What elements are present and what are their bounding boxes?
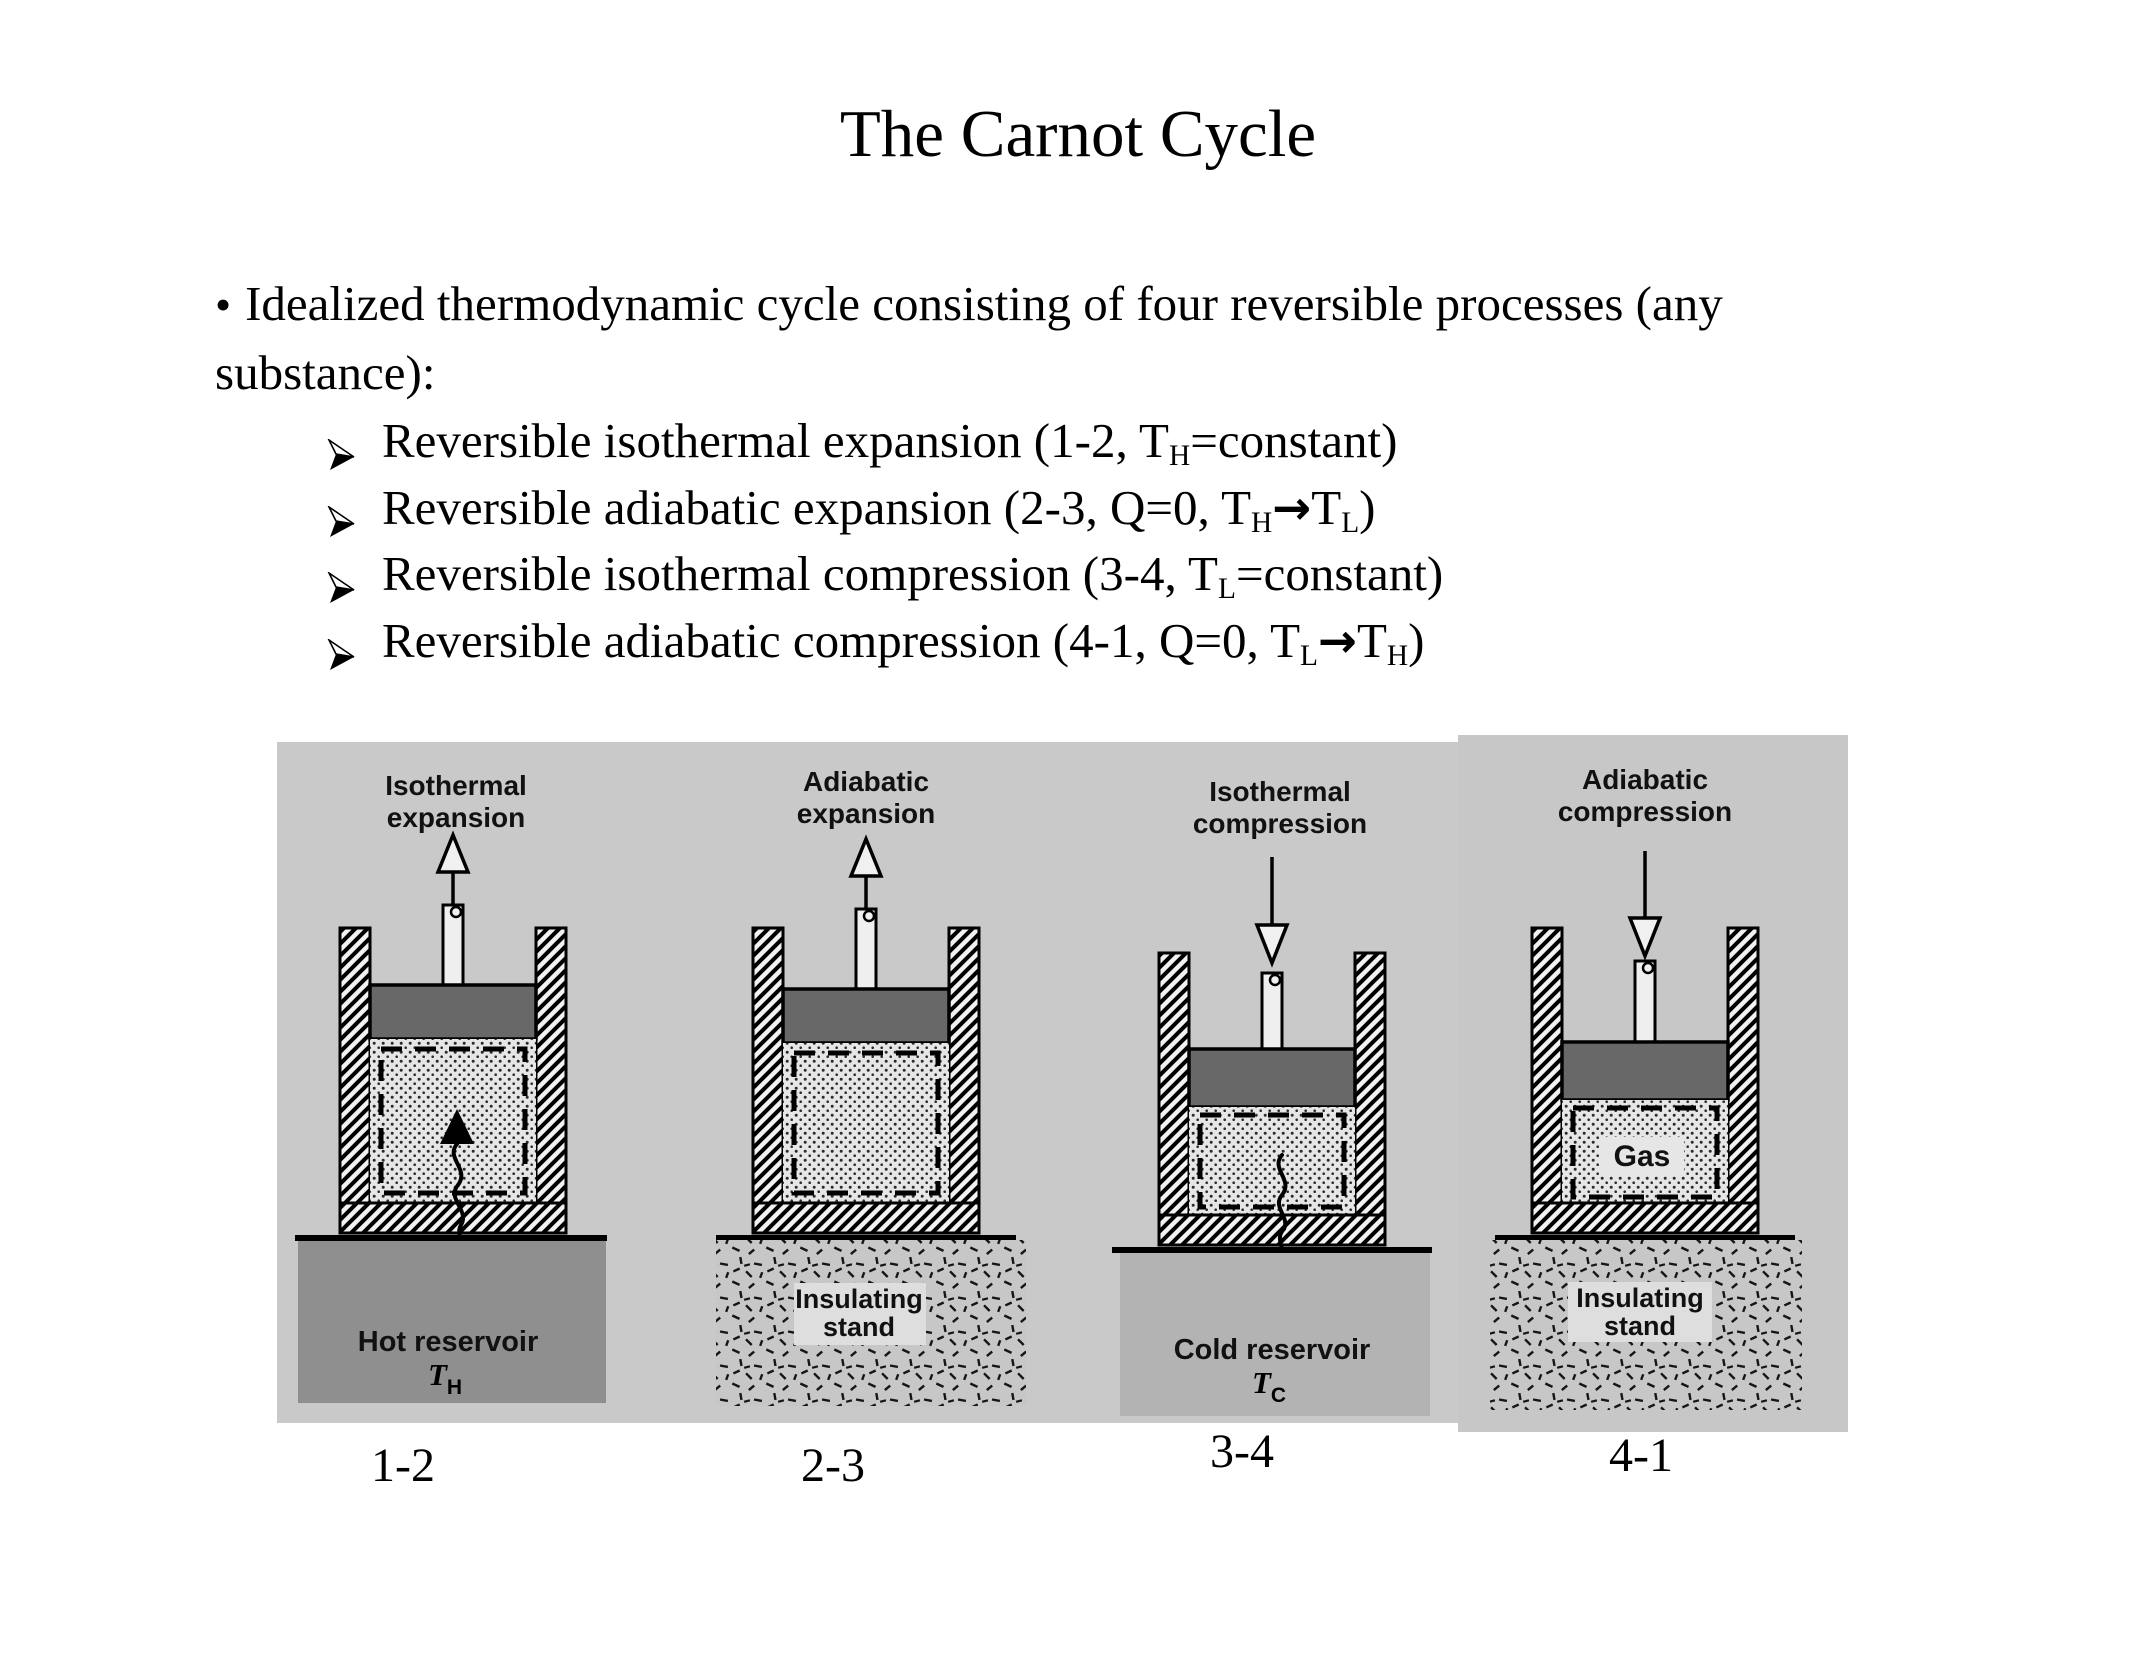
subscript: L [1218, 573, 1236, 606]
cylinder-wall-right [1728, 928, 1758, 1233]
cylinder-bottom [340, 1203, 566, 1233]
carnot-cycle-figure [277, 735, 1848, 1432]
list-item: Reversible adiabatic expansion (2-3, Q=0, $T_H\to T_L$) [326, 475, 1443, 542]
piston [1562, 1042, 1728, 1100]
subscript: H [1169, 440, 1191, 473]
subscript: H [1386, 639, 1409, 672]
panel-caption: Isothermal [1209, 776, 1351, 807]
reservoir-top-line [1112, 1247, 1432, 1253]
stand-label: Insulating [795, 1284, 923, 1314]
subscript: L [1300, 639, 1318, 672]
piston-rod [856, 909, 876, 991]
list-item: Reversible adiabatic compression (4-1, Q=0, $T_L\to T_H$) [326, 608, 1443, 675]
piston [1189, 1049, 1355, 1107]
stage-label-4-1: 4-1 [1609, 1429, 1673, 1482]
reservoir-top-line [295, 1235, 607, 1241]
cylinder-wall-right [1355, 953, 1385, 1245]
gas-region [1189, 1107, 1355, 1215]
reservoir-label: Cold reservoir [1173, 1334, 1371, 1366]
cylinder-wall-left [1159, 953, 1189, 1245]
bullet-dot: • [215, 279, 232, 330]
cylinder-wall-left [1532, 928, 1562, 1233]
gas-label: Gas [1613, 1140, 1671, 1173]
intro-bullet [215, 270, 2015, 407]
cylinder-wall-left [753, 928, 783, 1233]
panel-caption: Isothermal [385, 770, 527, 801]
panel-caption: Adiabatic [802, 766, 930, 797]
stand-label: Insulating [1576, 1283, 1704, 1313]
panel-caption: expansion [796, 798, 936, 829]
stand-label: stand [1603, 1311, 1677, 1341]
stand-label: stand [822, 1312, 896, 1342]
stand-top-line [716, 1235, 1016, 1240]
stage-label-3-4: 3-4 [1210, 1425, 1274, 1478]
reservoir-temp-label: $T_H$ [427, 1357, 463, 1399]
stage-label-2-3: 2-3 [801, 1439, 865, 1492]
cylinder-bottom [753, 1203, 979, 1233]
piston [783, 989, 949, 1043]
panel-caption: Adiabatic [1581, 764, 1709, 795]
reservoir-temp-label: $T_C$ [1251, 1365, 1287, 1407]
process-list [326, 408, 1443, 674]
panel-caption: compression [1192, 808, 1368, 839]
subscript: H [1251, 506, 1273, 539]
cylinder-bottom [1159, 1215, 1385, 1245]
intro-line-1: • Idealized thermodynamic cycle consisting of four reversible processes (any [215, 276, 1723, 331]
cylinder-bottom [1532, 1203, 1758, 1233]
subscript: L [1341, 506, 1360, 539]
piston-rod [1635, 961, 1655, 1042]
arrow-bullet-icon [326, 623, 358, 690]
piston [370, 985, 536, 1039]
piston-rod [443, 905, 463, 987]
panel-caption: compression [1557, 796, 1733, 827]
list-item: Reversible isothermal compression (3-4, $T_L=constant$) [326, 541, 1443, 608]
cylinder-wall-left [340, 928, 370, 1233]
cylinder-wall-right [949, 928, 979, 1233]
list-item: Reversible isothermal expansion (1-2, $T_H=constant$) [326, 408, 1443, 475]
stage-label-1-2: 1-2 [371, 1439, 435, 1492]
reservoir-label: Hot reservoir [357, 1326, 539, 1358]
page-title: The Carnot Cycle [839, 97, 1317, 171]
piston-rod [1262, 973, 1282, 1051]
stand-top-line [1495, 1235, 1795, 1240]
panel-caption: expansion [386, 802, 526, 833]
gas-region [783, 1043, 949, 1203]
cylinder-wall-right [536, 928, 566, 1233]
intro-line-2: substance): [215, 345, 436, 400]
